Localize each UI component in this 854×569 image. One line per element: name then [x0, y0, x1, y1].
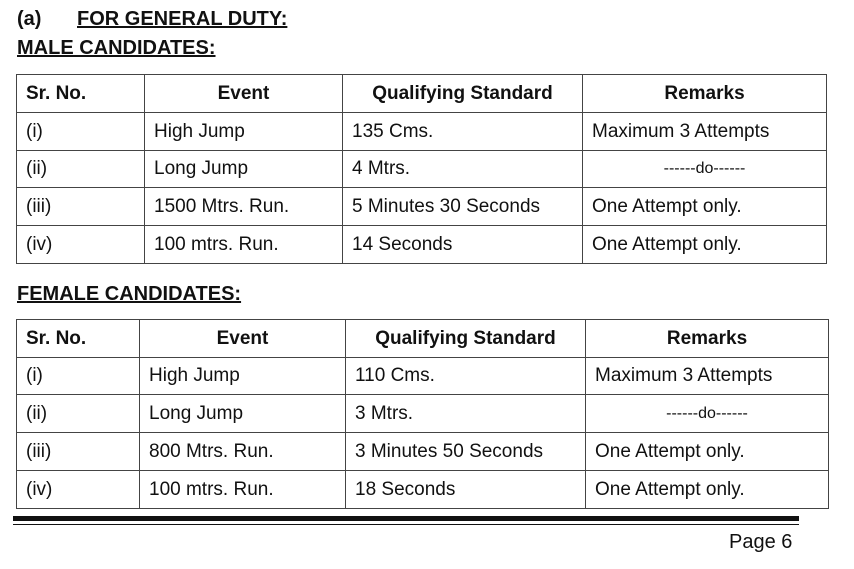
- section-title: FOR GENERAL DUTY:: [77, 8, 288, 30]
- standard-cell: 110 Cms.: [346, 358, 586, 395]
- remarks-cell: One Attempt only.: [583, 188, 827, 226]
- table-header-row: [17, 75, 827, 113]
- remarks-cell: Maximum 3 Attempts: [586, 358, 829, 395]
- header-sr-no: Sr. No.: [17, 320, 140, 358]
- event-cell: 800 Mtrs. Run.: [140, 433, 346, 471]
- sr-no-cell: (ii): [17, 395, 140, 433]
- standard-cell: 14 Seconds: [343, 226, 583, 264]
- page-number: Page 6: [729, 531, 793, 553]
- female-candidates-heading: FEMALE CANDIDATES:: [17, 283, 242, 305]
- male-standards-table: [16, 74, 827, 264]
- standard-cell: 3 Minutes 50 Seconds: [346, 433, 586, 471]
- event-cell: High Jump: [145, 113, 343, 151]
- header-event: Event: [140, 320, 346, 358]
- header-remarks: Remarks: [586, 320, 829, 358]
- event-cell: Long Jump: [140, 395, 346, 433]
- header-qualifying-standard: Qualifying Standard: [343, 75, 583, 113]
- standard-cell: 18 Seconds: [346, 471, 586, 509]
- remarks-cell: One Attempt only.: [586, 471, 829, 509]
- event-cell: 1500 Mtrs. Run.: [145, 188, 343, 226]
- section-heading: [17, 8, 287, 31]
- sr-no-cell: (iii): [17, 433, 140, 471]
- event-cell: 100 mtrs. Run.: [140, 471, 346, 509]
- standard-cell: 4 Mtrs.: [343, 151, 583, 188]
- footer-divider-thin: [13, 524, 799, 525]
- sr-no-cell: (i): [17, 358, 140, 395]
- male-candidates-heading: MALE CANDIDATES:: [17, 37, 216, 59]
- table-header-row: [17, 320, 829, 358]
- event-cell: 100 mtrs. Run.: [145, 226, 343, 264]
- remarks-cell: One Attempt only.: [583, 226, 827, 264]
- section-marker: (a): [17, 8, 42, 30]
- sr-no-cell: (iv): [17, 226, 145, 264]
- remarks-cell: One Attempt only.: [586, 433, 829, 471]
- header-event: Event: [145, 75, 343, 113]
- sr-no-cell: (iii): [17, 188, 145, 226]
- footer-divider-thick: [13, 516, 799, 521]
- standard-cell: 5 Minutes 30 Seconds: [343, 188, 583, 226]
- table-row: [17, 433, 829, 471]
- table-row: [17, 113, 827, 151]
- table-row: [17, 395, 829, 433]
- standard-cell: 135 Cms.: [343, 113, 583, 151]
- sr-no-cell: (iv): [17, 471, 140, 509]
- remarks-cell: ------do------: [583, 151, 827, 188]
- female-standards-table: [16, 319, 829, 509]
- event-cell: Long Jump: [145, 151, 343, 188]
- header-remarks: Remarks: [583, 75, 827, 113]
- table-row: [17, 226, 827, 264]
- header-qualifying-standard: Qualifying Standard: [346, 320, 586, 358]
- remarks-cell: Maximum 3 Attempts: [583, 113, 827, 151]
- table-row: [17, 151, 827, 188]
- sr-no-cell: (i): [17, 113, 145, 151]
- remarks-cell: ------do------: [586, 395, 829, 433]
- table-row: [17, 188, 827, 226]
- event-cell: High Jump: [140, 358, 346, 395]
- table-row: [17, 471, 829, 509]
- sr-no-cell: (ii): [17, 151, 145, 188]
- standard-cell: 3 Mtrs.: [346, 395, 586, 433]
- header-sr-no: Sr. No.: [17, 75, 145, 113]
- table-row: [17, 358, 829, 395]
